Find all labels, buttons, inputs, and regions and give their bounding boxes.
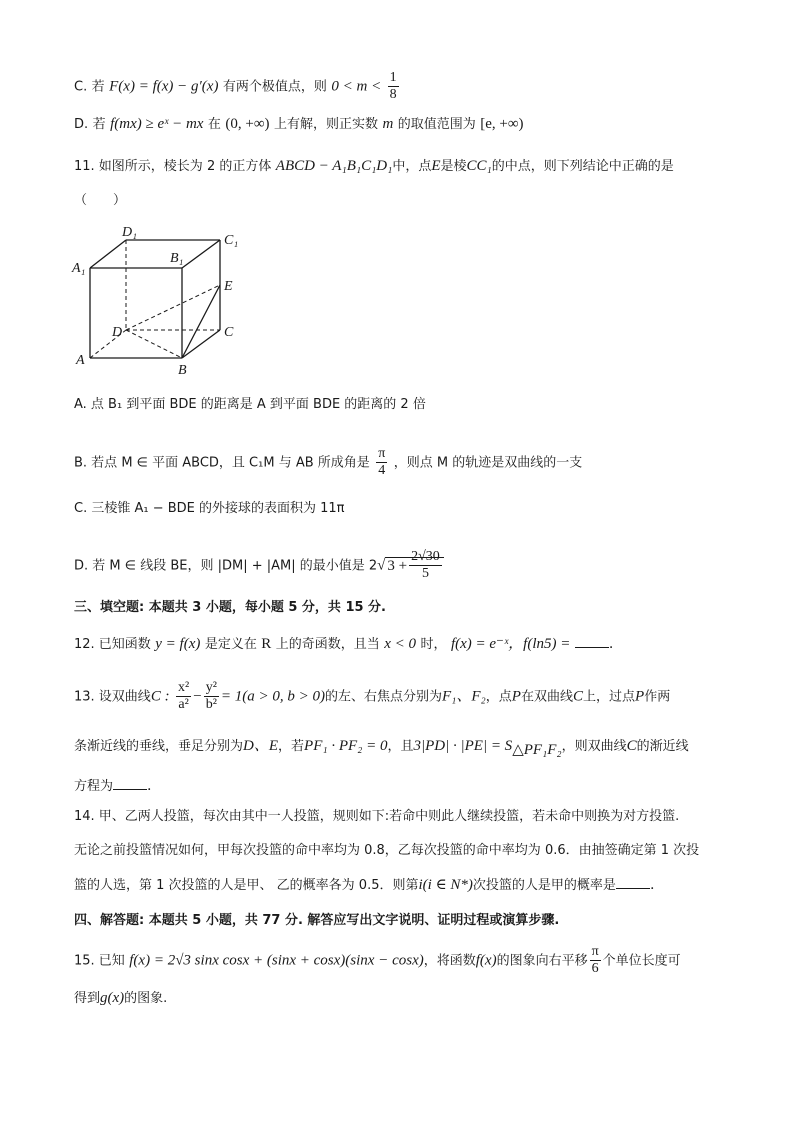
q10-option-d: D. 若 f(mx) ≥ eˣ − mx 在 (0, +∞) 上有解，则正实数 m 的取值范围为 [e, +∞) xyxy=(74,116,524,132)
label-d: D xyxy=(112,325,123,340)
q15-line2: 得到g(x)的图象. xyxy=(74,990,168,1006)
q11-option-d: D. 若 M ∈ 线段 BE，则 |DM| + |AM| 的最小值是 2√ 3 + $\frac{2√30}{5}$ xyxy=(74,549,444,582)
q13-line1: 13. 设双曲线C : $\frac{\text{x²}}{\text{a²}}$ − $\frac{\text{y²}}{\text{b²}}$ = 1(a > 0, b > 0)的左、右焦点分别为F₁、F₂，点P在双曲线C上，过点P作两 xyxy=(74,680,671,712)
q11-answer-paren: （ ） xyxy=(74,193,127,208)
hidden-segment-de xyxy=(126,285,220,330)
q11-stem: 11. 如图所示，棱长为 2 的正方体 ABCD − A₁B₁C₁D₁中，点E是棱CC₁的中点，则下列结论中正确的是 xyxy=(74,158,674,174)
label-b: B xyxy=(178,363,187,378)
fraction: $\frac{2√30}{5}$ xyxy=(411,549,440,581)
edge-b1c1 xyxy=(182,240,220,268)
cube-figure xyxy=(70,222,250,382)
fraction: $\frac{\pi}{4}$ xyxy=(378,446,386,478)
section-heading-fill-blank: 三、填空题: 本题共 3 小题，每小题 5 分，共 15 分. xyxy=(74,600,387,615)
q14-line1: 14. 甲、乙两人投篮，每次由其中一人投篮，规则如下:若命中则此人继续投篮，若未命中则换为对方投篮. xyxy=(74,809,680,824)
q14-line2: 无论之前投篮情况如何，甲每次投篮的命中率均为 0.8，乙每次投篮的命中率均为 0.6．由抽签确定第 1 次投 xyxy=(74,843,700,858)
q14-line3: 篮的人选，第 1 次投篮的人是甲、 乙的概率各为 0.5．则第i(i ∈ N*)次投篮的人是甲的概率是 . xyxy=(74,874,654,896)
q15-line1: 15. 已知 f(x) = 2√3 sinx cosx + (sinx + cosx)(sinx − cosx)，将函数f(x)的图象向右平移 $\frac{\pi}{6}$ 个单位长度可 xyxy=(74,944,681,976)
q13-line2: 条渐近线的垂线，垂足分别为D、E，若PF₁ · PF₂ = 0，且$3|PD| \cdot |PE| = S_{\triangle PF_1F_2}$，则双曲线C的渐近线 xyxy=(74,738,689,758)
edge-a1d1 xyxy=(90,240,126,268)
label-c: C xyxy=(224,325,234,340)
segment-be xyxy=(182,285,220,358)
q13-line3: 方程为 . xyxy=(74,775,151,797)
label-b1: B₁ xyxy=(170,251,184,266)
answer-blank xyxy=(616,874,650,889)
edge-bc xyxy=(182,330,220,358)
label-a1: A₁ xyxy=(72,261,86,276)
sqrt-body: 3 + $\frac{2√30}{5}$ xyxy=(385,557,443,574)
section-heading-solutions: 四、解答题: 本题共 5 小题，共 77 分. 解答应写出文字说明、证明过程或演算步骤. xyxy=(74,913,560,928)
label-e: E xyxy=(224,279,233,294)
label-a: A xyxy=(76,353,85,368)
label-d1: D₁ xyxy=(122,225,137,240)
answer-blank xyxy=(575,633,609,648)
q12: 12. 已知函数 y = f(x) 是定义在 R 上的奇函数，且当 x < 0 时， f(x) = e⁻ˣ，f(ln5) = . xyxy=(74,633,613,655)
label-c1: C₁ xyxy=(224,233,239,248)
q11-option-b: B. 若点 M ∈ 平面 ABCD，且 C₁M 与 AB 所成角是 $\frac{\pi}{4}$ ，则点 M 的轨迹是双曲线的一支 xyxy=(74,446,583,478)
sqrt-sign: √ xyxy=(377,557,386,574)
fraction: $\frac{\pi}{6}$ xyxy=(591,944,599,976)
fraction: $\frac{\text{x²}}{\text{a²}}$ xyxy=(178,680,190,712)
answer-blank xyxy=(113,775,147,790)
fraction: $\frac{\text{y²}}{\text{b²}}$ xyxy=(205,680,217,712)
hidden-segment-db xyxy=(126,330,182,358)
q11-option-c: C. 三棱锥 A₁ − BDE 的外接球的表面积为 11π xyxy=(74,501,345,516)
fraction: $\frac{1}{8}$ xyxy=(389,70,397,102)
q11-option-a: A. 点 B₁ 到平面 BDE 的距离是 A 到平面 BDE 的距离的 2 倍 xyxy=(74,397,426,412)
q10-option-c: C. 若 F(x) = f(x) − g′(x) 有两个极值点，则 0 < m < $\frac{1}{8}$ xyxy=(74,70,397,102)
